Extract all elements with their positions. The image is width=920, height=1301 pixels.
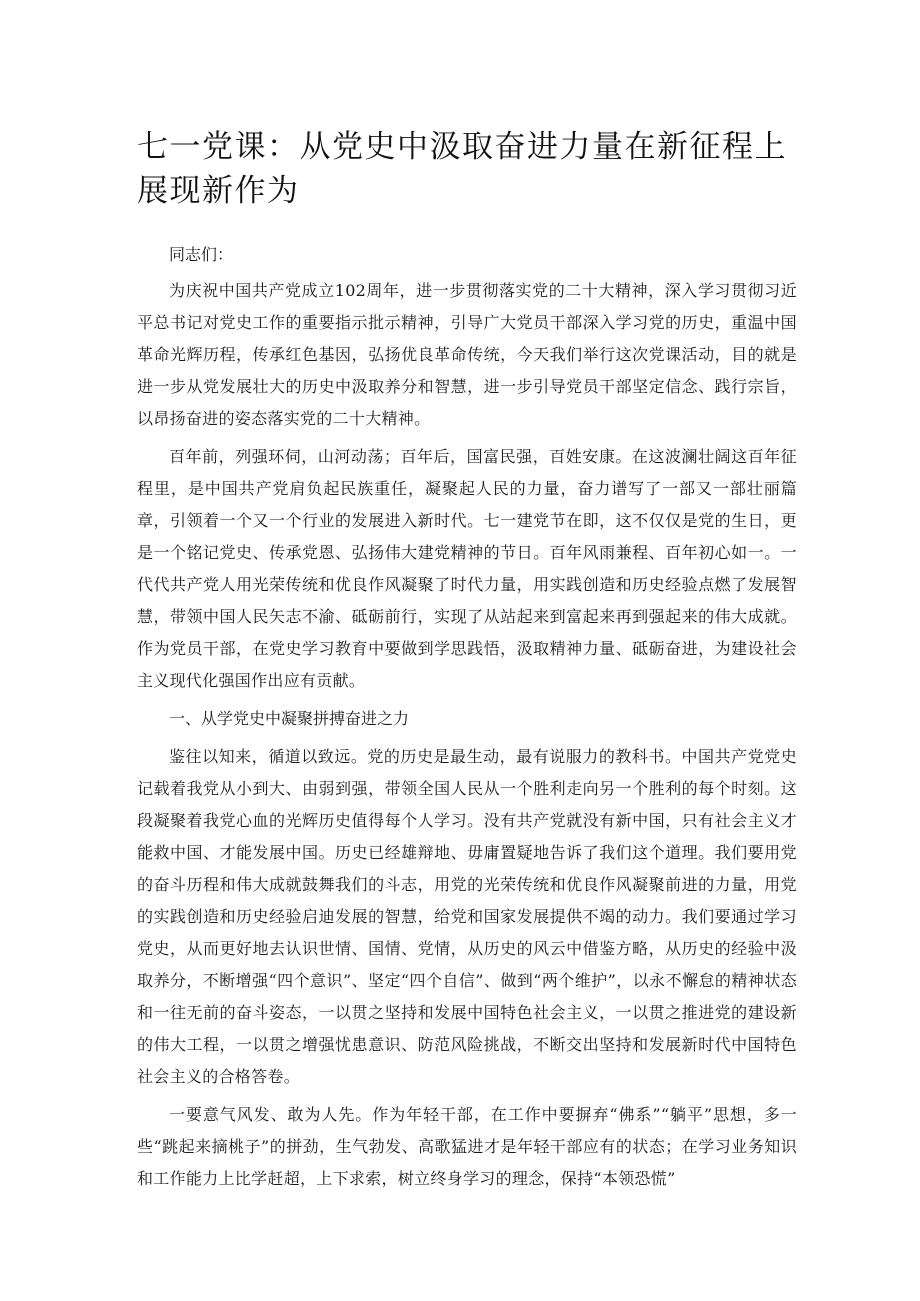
intro-paragraph: 为庆祝中国共产党成立102周年，进一步贯彻落实党的二十大精神，深入学习贯彻习近平总书记对党史工作的重要指示批示精神，引导广大党员干部深入学习党的历史，重温中国革命光辉历程，传承红色基因，弘扬优良革命传统，今天我们举行这次党课活动，目的就是进一步从党发展壮大的历史中汲取养分和智慧，进一步引导党员干部坚定信念、践行宗旨，以昂扬奋进的姿态落实党的二十大精神。 [137, 281, 797, 428]
document-title: 七一党课：从党史中汲取奋进力量在新征程上展现新作为 [137, 129, 787, 209]
salutation: 同志们： [169, 245, 234, 264]
document-page [137, 125, 797, 1201]
history-paragraph: 百年前，列强环伺，山河动荡；百年后，国富民强，百姓安康。在这波澜壮阔这百年征程里，是中国共产党肩负起民族重任，凝聚起人民的力量，奋力谱写了一部又一部壮丽篇章，引领着一个又一个行业的发展进入新时代。七一建党节在即，这不仅仅是党的生日，更是一个铭记党史、传承党恩、弘扬伟大建党精神的节日。百年风雨兼程、百年初心如一。一代代共产党人用光荣传统和优良作风凝聚了时代力量，用实践创造和历史经验点燃了发展智慧，带领中国人民矢志不渝、砥砺前行，实现了从站起来到富起来再到强起来的伟大成就。作为党员干部，在党史学习教育中要做到学思践悟，汲取精神力量、砥砺奋进，为建设社会主义现代化强国作出应有贡献。 [137, 447, 797, 690]
section1-paragraph: 鉴往以知来，循道以致远。党的历史是最生动，最有说服力的教科书。中国共产党党史记载着我党从小到大、由弱到强，带领全国人民从一个胜利走向另一个胜利的每个时刻。这段凝聚着我党心血的光辉历史值得每个人学习。没有共产党就没有新中国，只有社会主义才能救中国、才能发展中国。历史已经雄辩地、毋庸置疑地告诉了我们这个道理。我们要用党的奋斗历程和伟大成就鼓舞我们的斗志，用党的光荣传统和优良作风凝聚前进的力量，用党的实践创造和历史经验启迪发展的智慧，给党和国家发展提供不竭的动力。我们要通过学习党史，从而更好地去认识世情、国情、党情，从历史的风云中借鉴方略，从历史的经验中汲取养分，不断增强“四个意识”、坚定“四个自信”、做到“两个维护”，以永不懈怠的精神状态和一往无前的奋斗姿态，一以贯之坚持和发展中国特色社会主义，一以贯之推进党的建设新的伟大工程，一以贯之增强忧患意识、防范风险挑战，不断交出坚持和发展新时代中国特色社会主义的合格答卷。 [137, 747, 797, 1086]
section1-paragraph: 一要意气风发、敢为人先。作为年轻干部，在工作中要摒弃“佛系”“躺平”思想，多一些“跳起来摘桃子”的拼劲，生气勃发、高歌猛进才是年轻干部应有的状态；在学习业务知识和工作能力上比学赶超，上下求索，树立终身学习的理念，保持“本领恐慌” [137, 1105, 797, 1188]
section-heading-1: 一、从学党史中凝聚拼搏奋进之力 [169, 709, 410, 728]
